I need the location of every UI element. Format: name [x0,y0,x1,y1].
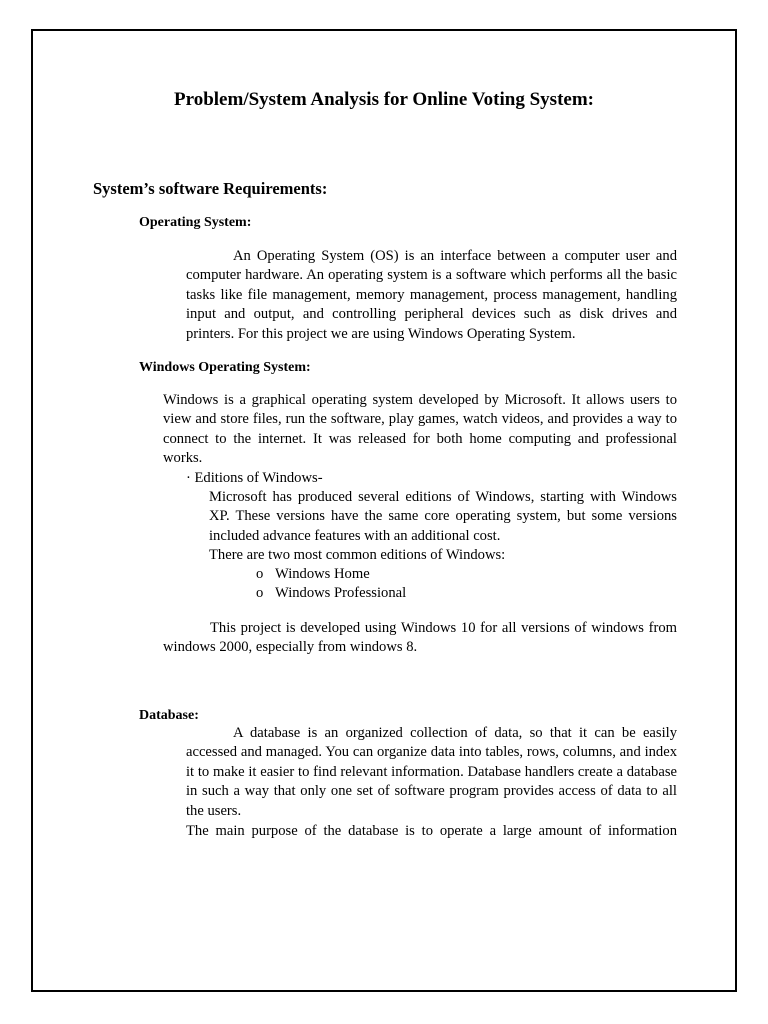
list-marker: o [256,585,264,601]
paragraph-project-windows: This project is developed using Windows 10 for all versions of windows from windows 2000, especially from windows 8. [163,620,677,656]
list-marker: o [256,566,264,582]
paragraph-editions: Microsoft has produced several editions of Windows, starting with Windows XP. These versions have the same core operating system, but some versions included advance features with an additional cost. [209,489,677,544]
heading-operating-system: Operating System: [139,215,252,230]
common-editions-intro: There are two most common editions of Windows: [209,547,506,563]
section-heading-software-requirements: System’s software Requirements: [93,179,328,198]
list-item-windows-professional: Windows Professional [275,585,407,601]
list-item-windows-home: Windows Home [275,566,370,582]
paragraph-operating-system: An Operating System (OS) is an interface between a computer user and computer hardware. An operating system is a software which performs all the basic tasks like file management, memory management, process management, handling input and output, and controlling peripheral devices such as disk drives and printers. For this project we are using Windows Operating System. [186,248,677,342]
bullet-editions-of-windows: · Editions of Windows- [186,470,323,486]
heading-database: Database: [139,708,199,723]
paragraph-windows: Windows is a graphical operating system developed by Microsoft. It allows users to view and store files, run the software, play games, watch videos, and provides a way to connect to the internet. It was released for both home computing and professional works. [163,392,677,467]
paragraph-database: A database is an organized collection of data, so that it can be easily accessed and managed. You can organize data into tables, rows, columns, and index it to make it easier to find relevant information. Database handlers create a database in such a way that only one set of software program provides access of data to all the users. [186,725,677,819]
document-title: Problem/System Analysis for Online Voting System: [174,89,594,110]
heading-windows-operating-system: Windows Operating System: [139,360,311,375]
paragraph-database-purpose: The main purpose of the database is to operate a large amount of information [186,823,677,839]
